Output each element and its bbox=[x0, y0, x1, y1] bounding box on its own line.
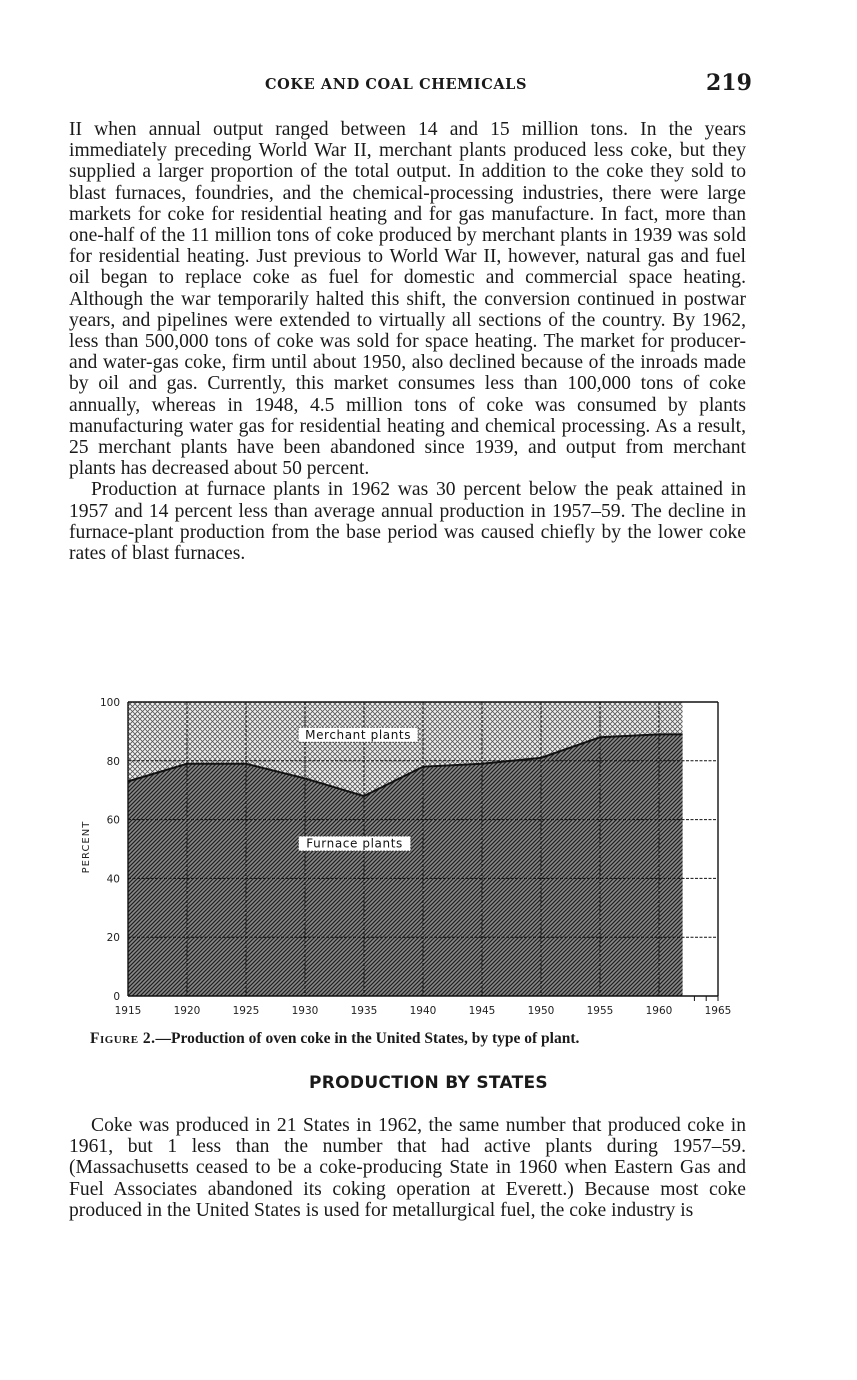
running-head bbox=[0, 70, 857, 98]
figure-caption bbox=[90, 1030, 579, 1048]
coke-production-chart bbox=[70, 694, 750, 1024]
running-title: COKE AND COAL CHEMICALS bbox=[265, 76, 528, 93]
x-tick-label: 1945 bbox=[468, 1005, 496, 1017]
y-tick-label: 20 bbox=[106, 932, 120, 945]
y-tick-label: 0 bbox=[113, 991, 120, 1003]
paragraph: II when annual output ranged between 14 and 15 million tons. In the years immediately preceding World War II, merchant plants produced less coke, but they supplied a larger proportion of the total output. In addition to the coke they sold to blast furnaces, foundries, and the chemical-processing industries, there were large markets for coke for residential heating and for gas manufacture. In fact, more than one-half of the 11 million tons of coke produced by merchant plants in 1939 was sold for residential heating. Just previous to World War II, however, natural gas and fuel oil began to replace coke as fuel for domestic and commercial space heating. Although the war temporarily halted this shift, the conversion continued in postwar years, and pipelines were extended to virtually all sections of the country. By 1962, less than 500,000 tons of coke was sold for space heating. The market for producer- and water-gas coke, firm until about 1950, also declined because of the inroads made by oil and gas. Currently, this market consumes less than 100,000 tons of coke annually, whereas in 1948, 4.5 million tons of coke was consumed by plants manufacturing water gas for residential heating and chemical processing. As a result, 25 merchant plants have been abandoned since 1939, and output from merchant plants has decreased about 50 percent. bbox=[69, 119, 746, 480]
body-text-bottom bbox=[69, 1115, 746, 1221]
page-number: 219 bbox=[706, 70, 752, 96]
x-tick-label: 1920 bbox=[173, 1005, 201, 1017]
figure-caption-text: —Production of oven coke in the United States, by type of plant. bbox=[155, 1030, 580, 1047]
figure-chart bbox=[70, 694, 750, 1024]
y-tick-label: 80 bbox=[106, 755, 120, 768]
x-tick-label: 1915 bbox=[114, 1005, 142, 1017]
x-tick-label: 1925 bbox=[232, 1005, 260, 1017]
series-label-furnace: Furnace plants bbox=[306, 836, 403, 851]
x-tick-label: 1960 bbox=[645, 1005, 673, 1017]
x-tick-label: 1930 bbox=[291, 1005, 319, 1017]
y-tick-label: 60 bbox=[106, 814, 120, 827]
x-tick-label: 1950 bbox=[527, 1005, 555, 1017]
x-tick-label: 1940 bbox=[409, 1005, 437, 1017]
y-tick-label: 40 bbox=[106, 873, 120, 886]
paragraph: Production at furnace plants in 1962 was 30 percent below the peak attained in 1957 and 14 percent less than average annual production in 1957–59. The decline in furnace-plant production from the base period was caused chiefly by the lower coke rates of blast furnaces. bbox=[69, 479, 746, 565]
x-tick-label: 1935 bbox=[350, 1005, 378, 1017]
paragraph: Coke was produced in 21 States in 1962, the same number that produced coke in 1961, but 1 less than the number that had active plants during 1957–59. (Massachusetts ceased to be a coke-producing State in 1960 when Eastern Gas and Fuel Associates abandoned its coking operation at Everett.) Because most coke produced in the United States is used for metallurgical fuel, the coke industry is bbox=[69, 1115, 746, 1221]
x-tick-label: 1955 bbox=[586, 1005, 614, 1017]
y-axis-label: PERCENT bbox=[81, 820, 92, 874]
section-heading: PRODUCTION BY STATES bbox=[309, 1073, 548, 1093]
y-tick-label: 100 bbox=[99, 697, 120, 709]
body-text-top bbox=[69, 119, 746, 564]
x-tick-label: 1965 bbox=[704, 1005, 732, 1017]
figure-label: Figure 2. bbox=[90, 1030, 156, 1047]
series-label-merchant: Merchant plants bbox=[305, 727, 412, 742]
